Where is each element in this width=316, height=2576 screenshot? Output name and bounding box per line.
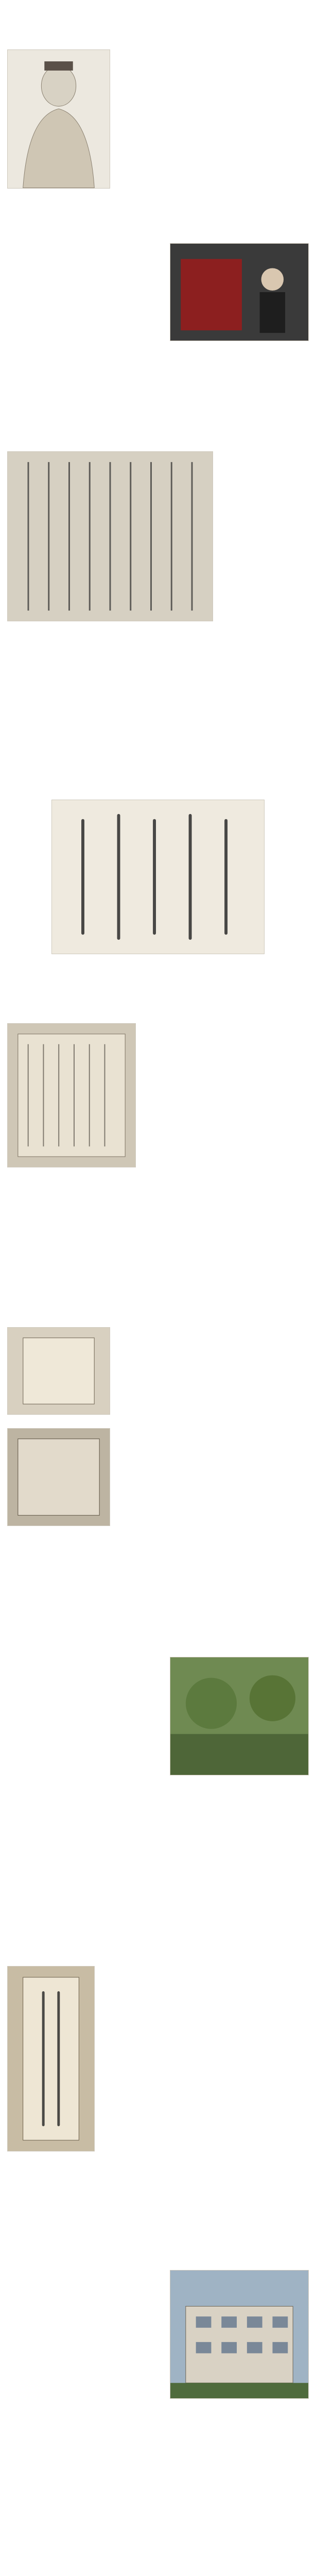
body-paragraph	[7, 2417, 309, 2426]
intro-paragraph	[117, 79, 309, 88]
body-paragraph	[7, 635, 309, 643]
sub-title	[0, 21, 316, 32]
body-paragraph	[117, 1327, 309, 1336]
artifact-illustration-a	[8, 1328, 110, 1414]
intro-paragraph	[117, 59, 309, 68]
body-paragraph	[7, 1657, 162, 1666]
artifact-illustration-b	[8, 1429, 110, 1526]
section-three-side-text	[220, 451, 309, 461]
body-paragraph	[7, 1804, 309, 1812]
body-paragraph	[7, 269, 162, 278]
section-five-text-lower	[7, 1184, 309, 1204]
scroll-caption	[7, 2154, 95, 2160]
scroll-image	[7, 1966, 95, 2151]
body-paragraph	[7, 1184, 309, 1193]
body-paragraph	[7, 259, 162, 268]
body-paragraph	[7, 645, 309, 653]
site-illustration	[170, 1657, 308, 1775]
body-paragraph	[7, 2427, 309, 2436]
body-paragraph	[220, 451, 309, 460]
body-paragraph	[7, 1667, 162, 1675]
portrait-image	[7, 49, 110, 189]
body-paragraph	[7, 740, 309, 749]
body-paragraph	[7, 2270, 162, 2279]
portrait-caption	[7, 192, 110, 198]
section-seven-text-lower	[7, 1794, 309, 1814]
document-image	[7, 1023, 136, 1167]
manuscript-illustration	[8, 452, 213, 621]
manuscript-caption	[7, 623, 213, 630]
title-block	[0, 0, 316, 47]
section-six-text-lower	[7, 1541, 309, 1561]
section-eight	[0, 1964, 316, 2252]
intro-paragraph	[117, 89, 309, 97]
section-four	[0, 738, 316, 1006]
body-paragraph	[7, 2280, 162, 2289]
scroll-illustration	[8, 1967, 94, 2151]
body-paragraph	[7, 1551, 309, 1560]
exhibit-photo	[170, 243, 309, 341]
intro-paragraph	[117, 69, 309, 78]
calligraphy-caption	[51, 956, 265, 962]
section-five-text	[143, 1023, 309, 1043]
document-caption	[7, 1170, 136, 1176]
intro-section	[0, 47, 316, 233]
section-six	[0, 1325, 316, 1655]
main-title	[0, 4, 316, 21]
artifact-caption-a	[7, 1417, 110, 1423]
body-paragraph	[102, 1976, 309, 1985]
building-photo	[170, 2270, 309, 2399]
section-nine-text-lower	[7, 2417, 309, 2437]
exhibit-illustration	[170, 244, 308, 341]
document-illustration	[8, 1024, 135, 1167]
body-paragraph	[102, 1995, 309, 2004]
artifact-image-a	[7, 1327, 110, 1415]
section-seven-text	[7, 1657, 162, 1676]
body-paragraph	[7, 279, 162, 287]
section-three-text	[7, 635, 309, 654]
section-two-text	[7, 249, 162, 289]
section-two	[0, 233, 316, 449]
section-five	[0, 1006, 316, 1325]
section-three	[0, 449, 316, 738]
portrait-illustration	[8, 50, 110, 188]
body-paragraph	[7, 977, 309, 986]
body-paragraph	[102, 1986, 309, 1994]
intro-paragraph	[117, 49, 309, 58]
body-paragraph	[7, 968, 309, 976]
intro-text	[117, 49, 309, 98]
body-paragraph	[7, 249, 162, 258]
artifact-caption-b	[7, 1528, 110, 1534]
section-heading	[0, 1006, 316, 1019]
body-paragraph	[117, 1337, 309, 1346]
artifact-image-b	[7, 1428, 110, 1526]
body-paragraph	[117, 1347, 309, 1355]
section-eight-text	[102, 1966, 309, 2005]
section-nine-text	[7, 2270, 162, 2290]
section-seven	[0, 1655, 316, 1964]
manuscript-image	[7, 451, 213, 621]
body-paragraph	[102, 1966, 309, 1975]
section-four-text	[7, 740, 309, 759]
site-caption	[170, 1777, 309, 1784]
building-illustration	[170, 2270, 308, 2398]
body-paragraph	[7, 1194, 309, 1202]
section-heading	[7, 233, 162, 246]
exhibit-caption	[170, 343, 309, 349]
section-four-text-lower	[7, 968, 309, 987]
section-nine	[0, 2252, 316, 2576]
calligraphy-illustration	[52, 800, 264, 954]
body-paragraph	[7, 1794, 309, 1803]
body-paragraph	[143, 1033, 309, 1042]
section-six-text	[117, 1327, 309, 1357]
section-heading	[0, 2252, 316, 2266]
site-photo	[170, 1657, 309, 1775]
body-paragraph	[7, 1541, 309, 1550]
body-paragraph	[143, 1023, 309, 1032]
building-caption	[170, 2401, 309, 2407]
body-paragraph	[7, 750, 309, 758]
calligraphy-image	[51, 800, 265, 954]
